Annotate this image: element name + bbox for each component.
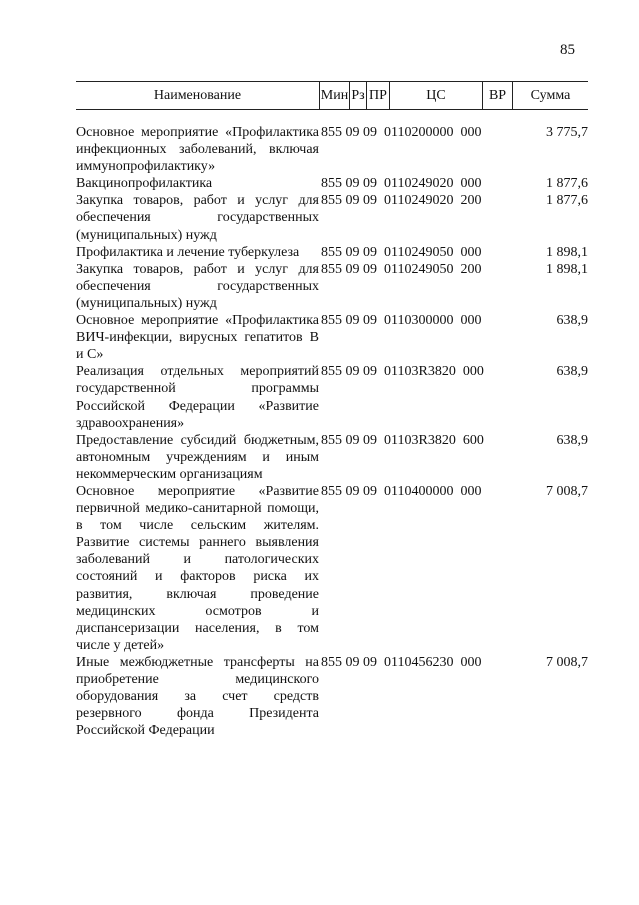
row-sum: 1 877,6: [546, 193, 588, 209]
table-row: [76, 175, 588, 192]
row-name: Иные межбюджетные трансферты на приобретение медицинского оборудования за счет средств резервного фонда Президента Российской Федерации: [76, 654, 319, 739]
row-sum: 7 008,7: [546, 483, 588, 499]
table-row: [76, 363, 588, 431]
row-name: Закупка товаров, работ и услуг для обеспечения государственных (муниципальных) нужд: [76, 261, 319, 311]
row-codes: 855 09 09 0110249050 000: [321, 244, 482, 260]
page-number: 85: [560, 42, 575, 58]
row-name: Предоставление субсидий бюджетным, автономным учреждениям и иным некоммерческим организациям: [76, 432, 319, 482]
row-codes: 855 09 09 01103R3820 000: [321, 364, 484, 380]
row-codes: 855 09 09 0110249020 200: [321, 193, 482, 209]
table-row: [76, 261, 588, 312]
budget-table: [76, 81, 588, 739]
row-name: Основное мероприятие «Развитие первичной медико-санитарной помощи, в том числе сельским жителям. Развитие системы раннего выявления заболеваний и патологических состояний и факторов риска их развития, включая проведение медицинских осмотров и диспансеризации населения, в том числе у детей»: [76, 483, 319, 653]
row-sum: 1 877,6: [546, 176, 588, 192]
row-codes: 855 09 09 0110200000 000: [321, 125, 482, 140]
header-min: Мин: [319, 82, 349, 109]
row-sum: 1 898,1: [546, 261, 588, 277]
row-sum: 3 775,7: [546, 125, 588, 140]
row-sum: 638,9: [556, 313, 588, 329]
header-cs: ЦС: [389, 82, 482, 109]
row-codes: 855 09 09 0110400000 000: [321, 483, 482, 499]
row-sum: 638,9: [556, 432, 588, 448]
row-codes: 855 09 09 0110249020 000: [321, 176, 482, 192]
row-codes: 855 09 09 0110300000 000: [321, 313, 482, 329]
header-rz: Рз: [349, 82, 366, 109]
row-name: Реализация отдельных мероприятий государственной программы Российской Федерации «Развитие здравоохранения»: [76, 364, 319, 431]
table-row: [76, 244, 588, 261]
table-body: [76, 124, 588, 739]
row-name: Закупка товаров, работ и услуг для обеспечения государственных (муниципальных) нужд: [76, 193, 319, 243]
header-pr: ПР: [366, 82, 389, 109]
row-sum: 638,9: [556, 364, 588, 380]
header-name: Наименование: [153, 87, 242, 103]
header-vr: ВР: [482, 82, 512, 109]
row-codes: 855 09 09 0110249050 200: [321, 261, 482, 277]
row-name: Основное мероприятие «Профилактика ВИЧ-инфекции, вирусных гепатитов В и С»: [76, 313, 319, 363]
table-header: [76, 81, 588, 110]
header-sum: Сумма: [512, 82, 588, 109]
row-codes: 855 09 09 0110456230 000: [321, 654, 482, 670]
row-name: Вакцинопрофилактика: [76, 176, 213, 192]
table-row: [76, 312, 588, 363]
row-sum: 7 008,7: [546, 654, 588, 670]
row-codes: 855 09 09 01103R3820 600: [321, 432, 484, 448]
table-row: [76, 654, 588, 739]
table-row: [76, 432, 588, 483]
row-name: Основное мероприятие «Профилактика инфекционных заболеваний, включая иммунопрофилактику»: [76, 125, 319, 175]
table-row: [76, 483, 588, 654]
row-name: Профилактика и лечение туберкулеза: [76, 244, 300, 260]
row-sum: 1 898,1: [546, 244, 588, 260]
table-row: [76, 124, 588, 175]
table-row: [76, 192, 588, 243]
